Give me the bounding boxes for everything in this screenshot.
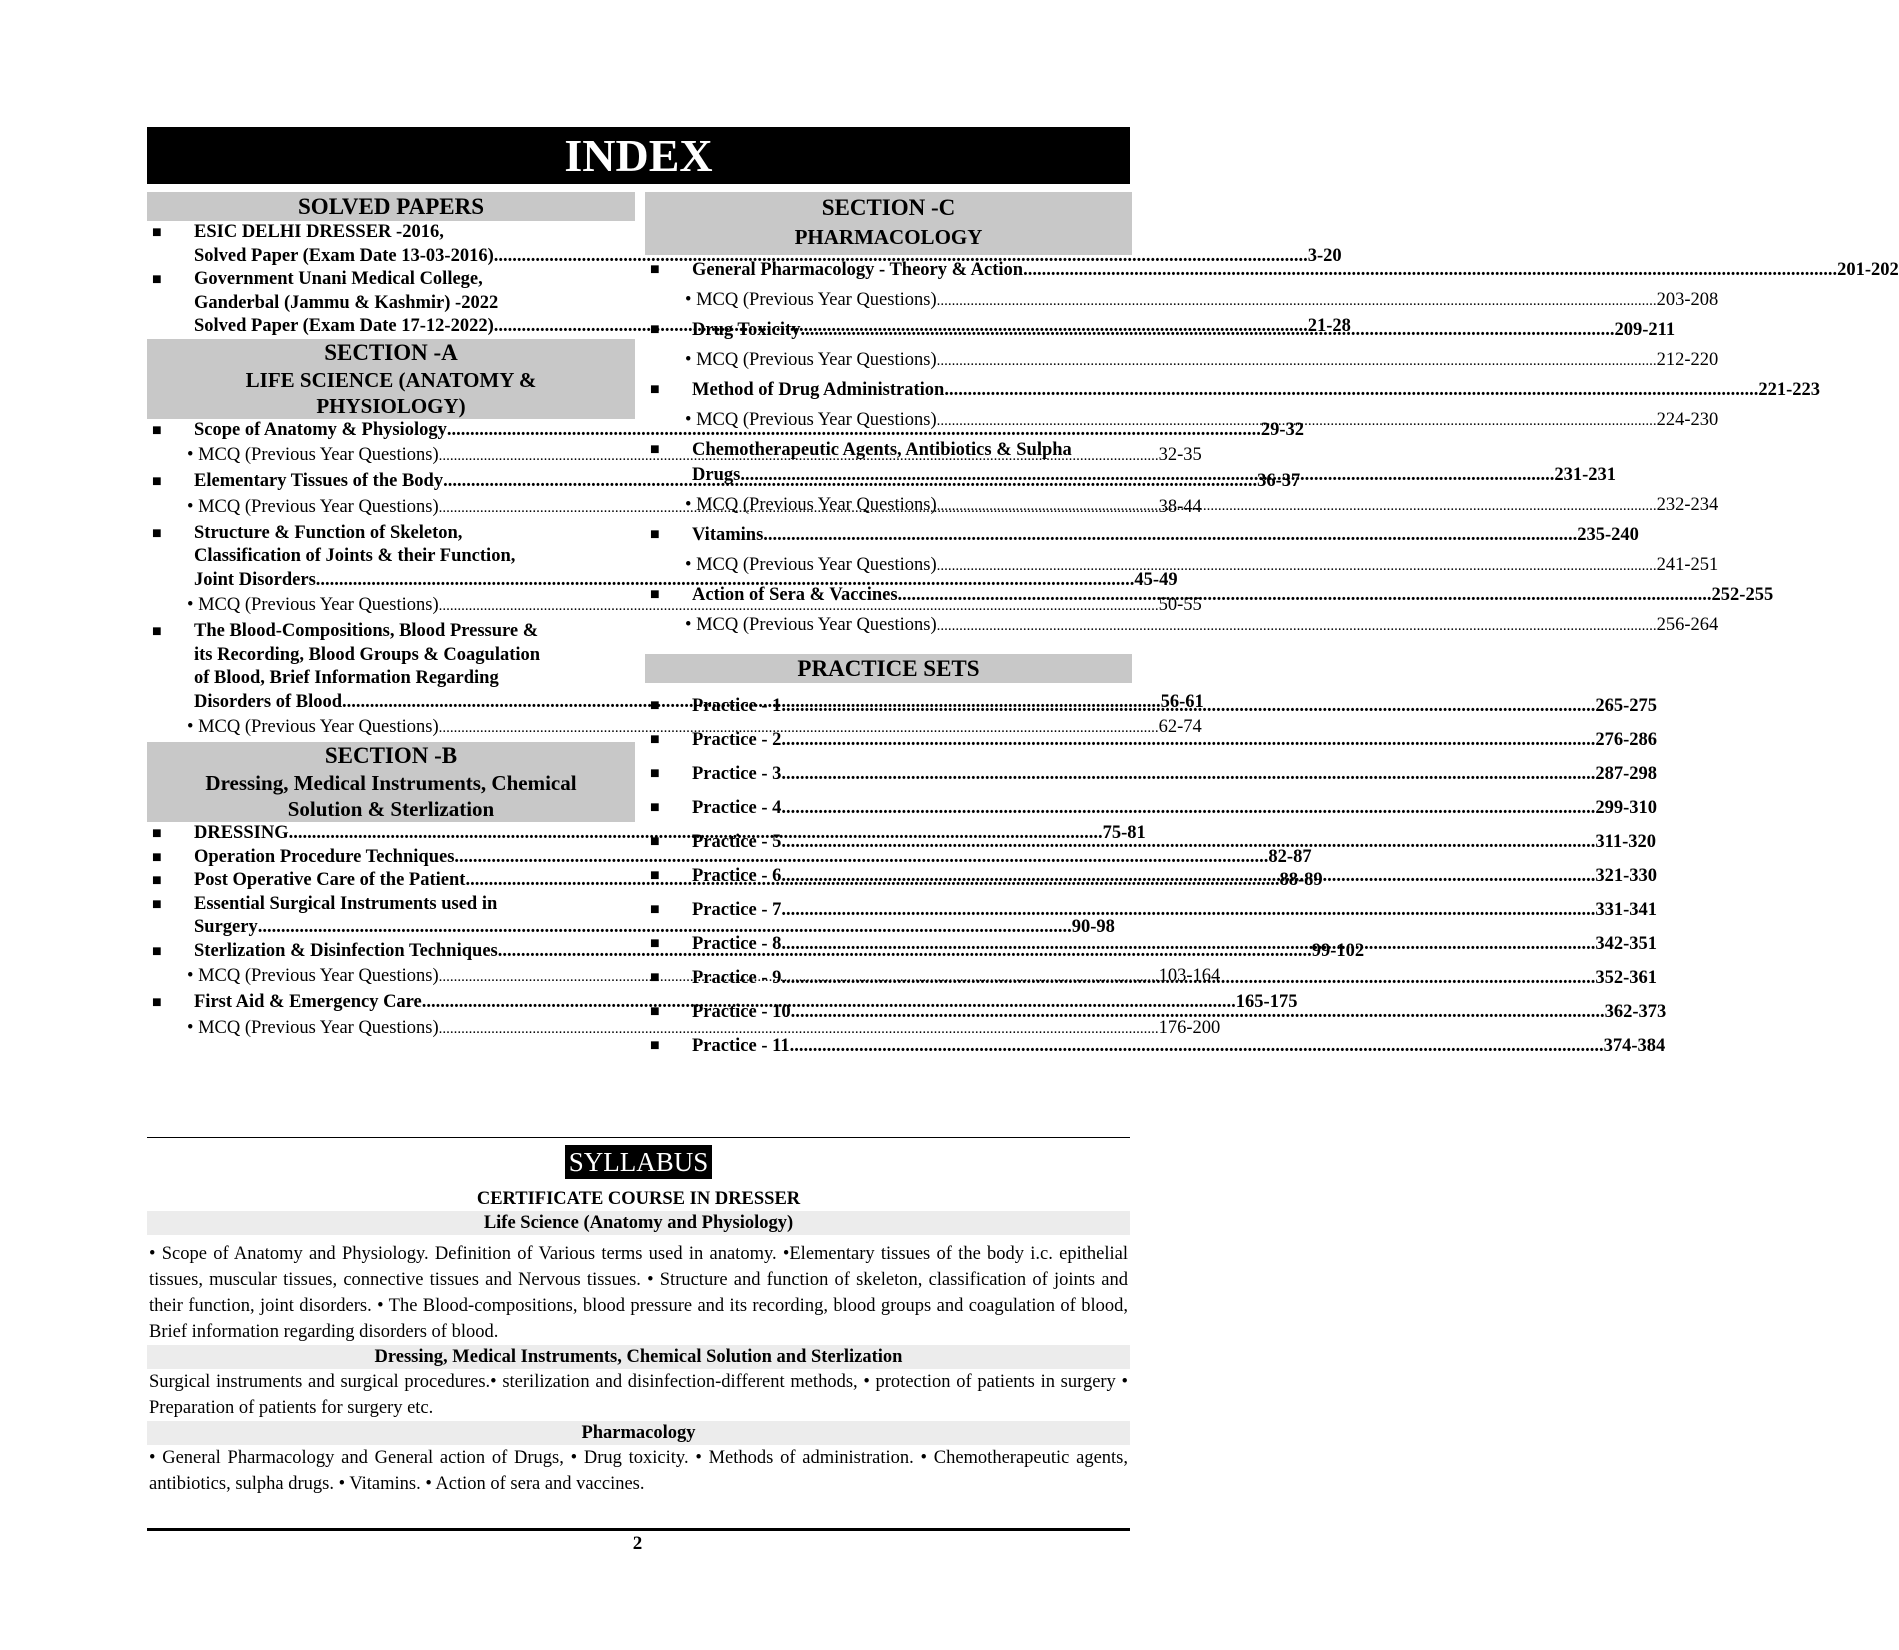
mcq-entry <box>645 286 1719 315</box>
bullet-square-icon: ■ <box>650 526 660 543</box>
syllabus <box>147 1145 1130 1497</box>
bullet-square-icon: ■ <box>650 381 660 398</box>
entry-page-range: 75-81 <box>1102 823 1146 843</box>
dot-leader <box>800 318 1614 343</box>
practice-page-range: 265-275 <box>1595 696 1658 716</box>
bullet-square-icon: ■ <box>650 261 660 278</box>
bullet-square-icon: ■ <box>650 833 660 850</box>
section-c-title: SECTION -C <box>821 195 956 220</box>
index-entry <box>645 378 1820 403</box>
practice-page-range: 374-384 <box>1603 1036 1666 1056</box>
entry-title: General Pharmacology - Theory & Action <box>692 260 1024 280</box>
entry-leader-line <box>692 523 1639 548</box>
solved-papers-heading: SOLVED PAPERS <box>147 192 635 221</box>
entry-page-range: 56-61 <box>1160 691 1204 712</box>
entry-line: Chemotherapeutic Agents, Antibiotics & Sulpha <box>692 440 1072 460</box>
section-c-subtitle: PHARMACOLOGY <box>794 225 983 249</box>
entry-page-range: 235-240 <box>1577 525 1639 545</box>
entry-leader-line <box>692 757 1657 791</box>
bullet-square-icon: ■ <box>152 271 162 288</box>
practice-entry <box>645 791 1658 825</box>
entry-title: DRESSING <box>194 823 289 843</box>
entry-page-range: 29-32 <box>1260 419 1305 440</box>
dot-leader <box>790 1029 1604 1063</box>
practice-page-range: 342-351 <box>1595 934 1658 954</box>
mcq-label: • MCQ (Previous Year Questions) <box>187 966 439 986</box>
mcq-page-range: 203-208 <box>1656 290 1719 310</box>
practice-page-range: 321-330 <box>1595 866 1658 886</box>
mcq-label: • MCQ (Previous Year Questions) <box>685 350 937 370</box>
entry-leader-line <box>692 723 1657 757</box>
mcq-label: • MCQ (Previous Year Questions) <box>187 445 439 465</box>
entry-leader-line <box>692 689 1657 723</box>
bullet-square-icon: ■ <box>650 969 660 986</box>
mcq-label: • MCQ (Previous Year Questions) <box>685 495 937 515</box>
section-c-heading <box>645 192 1132 255</box>
practice-title: Practice - 3 <box>692 764 782 784</box>
entry-line: Essential Surgical Instruments used in <box>194 893 498 914</box>
practice-entry <box>645 757 1658 791</box>
section-b-subtitle: Dressing, Medical Instruments, Chemical Solution & Sterlization <box>205 771 577 821</box>
entry-leader-line <box>692 463 1616 488</box>
mcq-page-range: 212-220 <box>1656 350 1719 370</box>
index-entry-body <box>692 378 1820 403</box>
syllabus-section-heading: Dressing, Medical Instruments, Chemical Solution and Sterlization <box>147 1345 1130 1369</box>
entry-line: Structure & Function of Skeleton, <box>194 522 463 543</box>
entry-page-range: 21-28 <box>1307 316 1351 336</box>
syllabus-title: SYLLABUS <box>565 1145 713 1179</box>
entry-line: Ganderbal (Jammu & Kashmir) -2022 <box>194 292 499 313</box>
mcq-page-range: 241-251 <box>1656 555 1719 575</box>
bullet-square-icon: ■ <box>650 867 660 884</box>
practice-title: Practice - 8 <box>692 934 782 954</box>
practice-title: Practice - 11 <box>692 1036 790 1056</box>
entry-leader-line <box>692 995 1666 1029</box>
practice-title: Practice - 7 <box>692 900 782 920</box>
dot-leader <box>781 723 1595 757</box>
bullet-square-icon: ■ <box>152 872 162 889</box>
practice-page-range: 287-298 <box>1595 764 1658 784</box>
bullet-square-icon: ■ <box>650 1003 660 1020</box>
entry-page-range: 252-255 <box>1711 585 1774 605</box>
page-number: 2 <box>632 1533 643 1554</box>
entry-leader-line <box>692 258 1899 283</box>
dot-leader <box>937 407 1657 435</box>
bullet-square-icon: ■ <box>152 524 162 542</box>
entry-line: its Recording, Blood Groups & Coagulation <box>194 644 541 665</box>
practice-sets-heading: PRACTICE SETS <box>645 654 1132 683</box>
mcq-label: • MCQ (Previous Year Questions) <box>685 290 937 310</box>
bullet-square-icon: ■ <box>650 731 660 748</box>
practice-title: Practice - 4 <box>692 798 782 818</box>
entry-title: Method of Drug Administration <box>692 380 945 400</box>
entry-page-range: 209-211 <box>1614 320 1676 340</box>
bullet-square-icon: ■ <box>650 586 660 603</box>
dot-leader <box>944 378 1758 403</box>
entry-line: ESIC DELHI DRESSER -2016, <box>194 222 444 242</box>
bullet-square-icon: ■ <box>152 224 162 241</box>
entry-title: Solved Paper (Exam Date 17-12-2022) <box>194 316 494 336</box>
mcq-page-range: 176-200 <box>1158 1017 1221 1038</box>
section-b-title: SECTION -B <box>324 743 458 768</box>
practice-entry <box>645 1029 1666 1063</box>
bullet-square-icon: ■ <box>152 825 162 842</box>
index-entry-body <box>692 523 1639 548</box>
entry-leader-line <box>692 378 1820 403</box>
entry-leader-line <box>692 583 1773 608</box>
entry-leader-line <box>692 927 1657 961</box>
dot-leader <box>781 825 1595 859</box>
mcq-page-range: 32-35 <box>1158 445 1202 465</box>
bullet-square-icon: ■ <box>152 623 162 640</box>
entry-title: Elementary Tissues of the Body <box>194 471 444 491</box>
practice-page-range: 362-373 <box>1604 1002 1667 1022</box>
bullet-square-icon: ■ <box>152 994 162 1011</box>
bullet-square-icon: ■ <box>650 441 660 458</box>
entry-page-range: 231-231 <box>1554 465 1616 485</box>
mcq-label: • MCQ (Previous Year Questions) <box>187 1017 439 1038</box>
entry-page-range: 36-37 <box>1257 471 1301 491</box>
bullet-square-icon: ■ <box>152 848 162 866</box>
index-entry-body <box>692 258 1899 283</box>
mcq-page-range: 38-44 <box>1158 496 1202 517</box>
entry-page-range: 82-87 <box>1268 846 1312 867</box>
dot-leader <box>937 287 1657 315</box>
entry-page-range: 45-49 <box>1134 569 1178 590</box>
mcq-label: • MCQ (Previous Year Questions) <box>187 595 439 615</box>
section-b-heading <box>147 742 635 822</box>
mcq-entry <box>147 494 1202 522</box>
index-entry <box>645 523 1639 548</box>
index-columns <box>147 192 1899 1132</box>
bullet-square-icon: ■ <box>650 935 660 952</box>
section-a-title: SECTION -A <box>324 339 458 365</box>
entry-title: Disorders of Blood. <box>194 691 347 712</box>
dot-leader <box>781 893 1595 927</box>
course-title: CERTIFICATE COURSE IN DRESSER <box>476 1189 801 1209</box>
bullet-square-icon: ■ <box>152 473 162 490</box>
dot-leader <box>937 612 1657 640</box>
entry-line: Classification of Joints & their Function, <box>194 546 516 566</box>
mcq-entry <box>645 611 1719 640</box>
entry-page-range: 3-20 <box>1307 245 1342 266</box>
syllabus-section-heading: Life Science (Anatomy and Physiology) <box>147 1211 1130 1235</box>
dot-leader <box>937 552 1657 580</box>
dot-leader <box>763 523 1577 548</box>
index-entry-body <box>692 438 1616 488</box>
practice-page-range: 276-286 <box>1595 730 1658 750</box>
mcq-label: • MCQ (Previous Year Questions) <box>187 496 439 517</box>
mcq-page-range: 224-230 <box>1656 410 1719 430</box>
mcq-page-range: 62-74 <box>1158 717 1202 737</box>
entry-title: Sterlization & Disinfection Techniques <box>194 940 498 961</box>
index-entry-body <box>692 318 1675 343</box>
entry-title: Surgery <box>194 917 258 937</box>
index-page <box>147 127 1899 1132</box>
entry-title: Vitamins <box>692 525 764 545</box>
bullet-square-icon: ■ <box>650 765 660 782</box>
index-entry <box>147 846 1312 870</box>
bullet-square-icon: ■ <box>650 1037 660 1054</box>
section-a-subtitle: LIFE SCIENCE (ANATOMY & PHYSIOLOGY) <box>245 367 537 418</box>
mcq-entry <box>645 346 1719 375</box>
dot-leader <box>791 995 1605 1029</box>
entry-leader-line <box>692 318 1675 343</box>
bullet-square-icon: ■ <box>650 321 660 338</box>
entry-page-range: 165-175 <box>1235 992 1298 1012</box>
dot-leader <box>781 791 1595 825</box>
entry-title: Drug Toxicity <box>692 320 801 340</box>
practice-page-range: 352-361 <box>1595 968 1658 988</box>
bullet-square-icon: ■ <box>650 901 660 918</box>
index-bottom-rule <box>147 1137 1130 1138</box>
practice-title: Practice - 9 <box>692 968 782 988</box>
index-title: INDEX <box>147 127 1130 184</box>
syllabus-section-text: • Scope of Anatomy and Physiology. Definition of Various terms used in anatomy. •Elementary tissues of the body i.c. epithelial tissues, muscular tissues, connective tissues and Nervous tissues. • Structure and function of skeleton, classification of joints and their function, joint disorders. • The Blood-compositions, blood pressure and its recording, blood groups and coagulation of blood, Brief information regarding disorders of blood. <box>149 1244 1128 1342</box>
dot-leader <box>781 859 1595 893</box>
entry-leader-line <box>692 893 1657 927</box>
mcq-page-range: 103-164 <box>1158 966 1221 986</box>
entry-page-range: 88-89 <box>1279 870 1323 890</box>
entry-page-range: 90-98 <box>1071 917 1115 937</box>
entry-title: Scope of Anatomy & Physiology <box>194 419 447 440</box>
practice-page-range: 311-320 <box>1595 832 1656 852</box>
practice-title: Practice - 5 <box>692 832 782 852</box>
entry-title: Joint Disorders. <box>194 569 321 590</box>
mcq-label: • MCQ (Previous Year Questions) <box>685 615 937 635</box>
entry-title: Solved Paper (Exam Date 13-03-2016) <box>194 245 494 266</box>
index-entry <box>645 258 1899 283</box>
entry-page-range: 221-223 <box>1758 380 1820 400</box>
entry-title: Drugs <box>692 465 741 485</box>
syllabus-section-heading: Pharmacology <box>147 1421 1130 1445</box>
syllabus-sections <box>147 1211 1130 1497</box>
mcq-page-range: 256-264 <box>1656 615 1719 635</box>
entry-line: Government Unani Medical College, <box>194 269 483 289</box>
entry-title: Post Operative Care of the Patient <box>194 870 466 890</box>
mcq-page-range: 50-55 <box>1158 595 1202 615</box>
entry-line: of Blood, Brief Information Regarding <box>194 668 499 688</box>
dot-leader <box>781 927 1595 961</box>
entry-title: Operation Procedure Techniques <box>194 846 455 867</box>
entry-leader-line <box>692 961 1657 995</box>
practice-title: Practice - 2 <box>692 730 782 750</box>
section-a-heading <box>147 339 635 419</box>
practice-title: Practice - 6 <box>692 866 782 886</box>
entry-title: Action of Sera & Vaccines <box>692 585 898 605</box>
syllabus-section-text: Surgical instruments and surgical procedures.• sterilization and disinfection-different methods, • protection of patients in surgery • Preparation of patients for surgery etc. <box>149 1372 1128 1418</box>
syllabus-section-text: • General Pharmacology and General action of Drugs, • Drug toxicity. • Methods of administration. • Chemotherapeutic agents, antibiotics, sulpha drugs. • Vitamins. • Action of sera and vaccines. <box>149 1448 1128 1494</box>
dot-leader <box>781 961 1595 995</box>
entry-leader-line <box>692 1029 1665 1063</box>
dot-leader <box>781 689 1595 723</box>
entry-page-range: 99-102 <box>1311 940 1365 961</box>
entry-leader-line <box>692 859 1657 893</box>
practice-title: Practice - 1 <box>692 696 782 716</box>
bullet-square-icon: ■ <box>152 895 162 913</box>
entry-line: The Blood-Compositions, Blood Pressure & <box>194 621 539 641</box>
dot-leader <box>937 492 1657 520</box>
mcq-page-range: 232-234 <box>1656 495 1719 515</box>
index-entry-body <box>692 583 1773 608</box>
practice-page-range: 299-310 <box>1595 798 1658 818</box>
entry-page-range: 201-202 <box>1837 260 1899 280</box>
entry-leader-line <box>692 791 1657 825</box>
footer-rule <box>147 1528 1130 1531</box>
mcq-label: • MCQ (Previous Year Questions) <box>685 555 937 575</box>
bullet-square-icon: ■ <box>152 421 162 439</box>
bullet-square-icon: ■ <box>650 799 660 816</box>
practice-page-range: 331-341 <box>1595 900 1658 920</box>
dot-leader <box>781 757 1595 791</box>
practice-title: Practice - 10 <box>692 1002 791 1022</box>
bullet-square-icon: ■ <box>152 942 162 960</box>
mcq-label: • MCQ (Previous Year Questions) <box>685 410 937 430</box>
practice-entry <box>645 893 1658 927</box>
entry-leader-line <box>692 825 1656 859</box>
dot-leader <box>898 583 1712 608</box>
dot-leader <box>1023 258 1837 283</box>
mcq-label: • MCQ (Previous Year Questions) <box>187 717 439 737</box>
dot-leader <box>740 463 1554 488</box>
bullet-square-icon: ■ <box>650 697 660 714</box>
mcq-entry <box>147 1015 1221 1043</box>
dot-leader <box>937 347 1657 375</box>
entry-title: First Aid & Emergency Care <box>194 992 422 1012</box>
